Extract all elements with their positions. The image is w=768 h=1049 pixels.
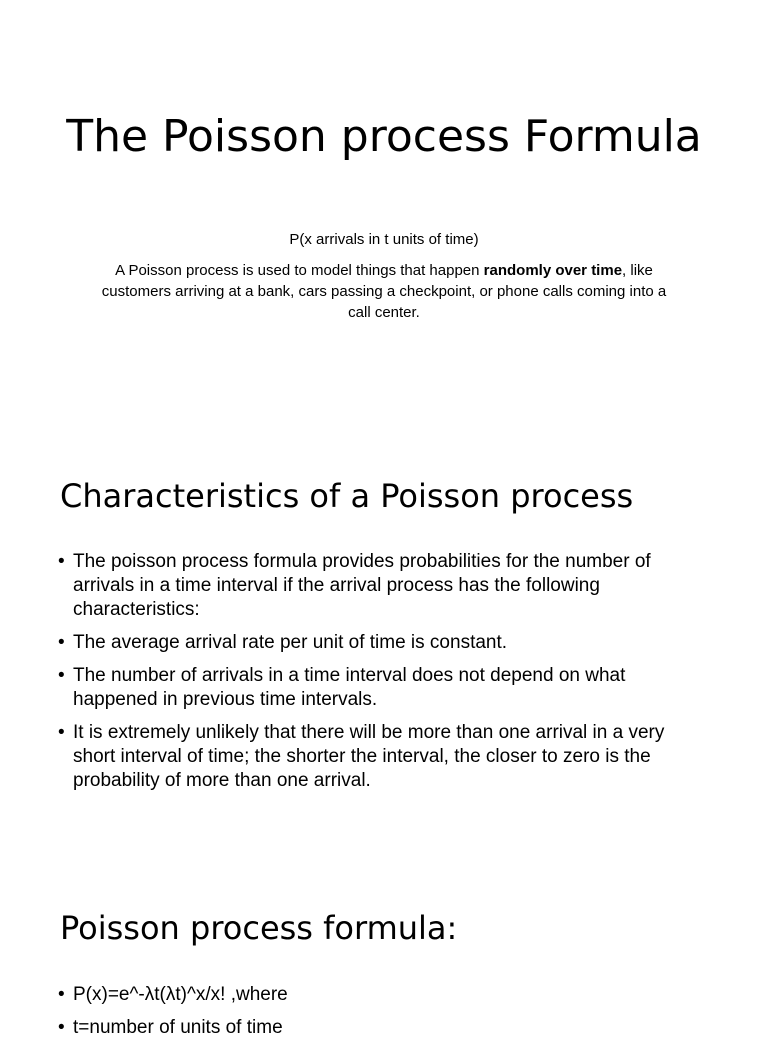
bullet-icon: • — [58, 632, 65, 653]
characteristics-list — [58, 550, 710, 802]
formula-list — [58, 983, 710, 1049]
slide-characteristics — [0, 432, 768, 864]
section-title-characteristics: Characteristics of a Poisson process — [60, 477, 634, 515]
list-item-text: t=number of units of time — [73, 1017, 283, 1038]
list-item — [58, 721, 710, 793]
intro-text-start: A Poisson process is used to model things that happen — [115, 262, 484, 279]
list-item — [58, 664, 710, 712]
slide-title — [0, 0, 768, 432]
bullet-icon: • — [58, 551, 65, 572]
list-item-text: P(x)=e^-λt(λt)^x/x! ,where — [73, 984, 288, 1005]
bullet-icon: • — [58, 665, 65, 686]
intro-text-bold: randomly over time — [483, 262, 623, 279]
list-item — [58, 550, 710, 622]
bullet-icon: • — [58, 722, 65, 743]
list-item-text: The average arrival rate per unit of time is constant. — [73, 632, 508, 653]
list-item — [58, 631, 710, 655]
page-title: The Poisson process Formula — [66, 111, 702, 162]
bullet-icon: • — [58, 984, 65, 1005]
list-item — [58, 983, 710, 1007]
list-item-text: The poisson process formula provides probabilities for the number of arrivals in a time interval if the arrival process has the following characteristics: — [73, 551, 651, 620]
slide-formula — [0, 864, 768, 1038]
section-title-formula: Poisson process formula: — [60, 909, 458, 947]
list-item-text: It is extremely unlikely that there will be more than one arrival in a very short interval of time; the shorter the interval, the closer to zero is the probability of more than one arrival. — [73, 722, 665, 791]
list-item-text: The number of arrivals in a time interval does not depend on what happened in previous time intervals. — [73, 665, 626, 710]
list-item — [58, 1016, 710, 1040]
intro-text-end: , like customers arriving at a bank, cars passing a checkpoint, or phone calls coming into a call center. — [101, 262, 667, 321]
bullet-icon: • — [58, 1017, 65, 1038]
subtitle: P(x arrivals in t units of time) — [289, 231, 479, 248]
intro-paragraph — [100, 260, 668, 323]
